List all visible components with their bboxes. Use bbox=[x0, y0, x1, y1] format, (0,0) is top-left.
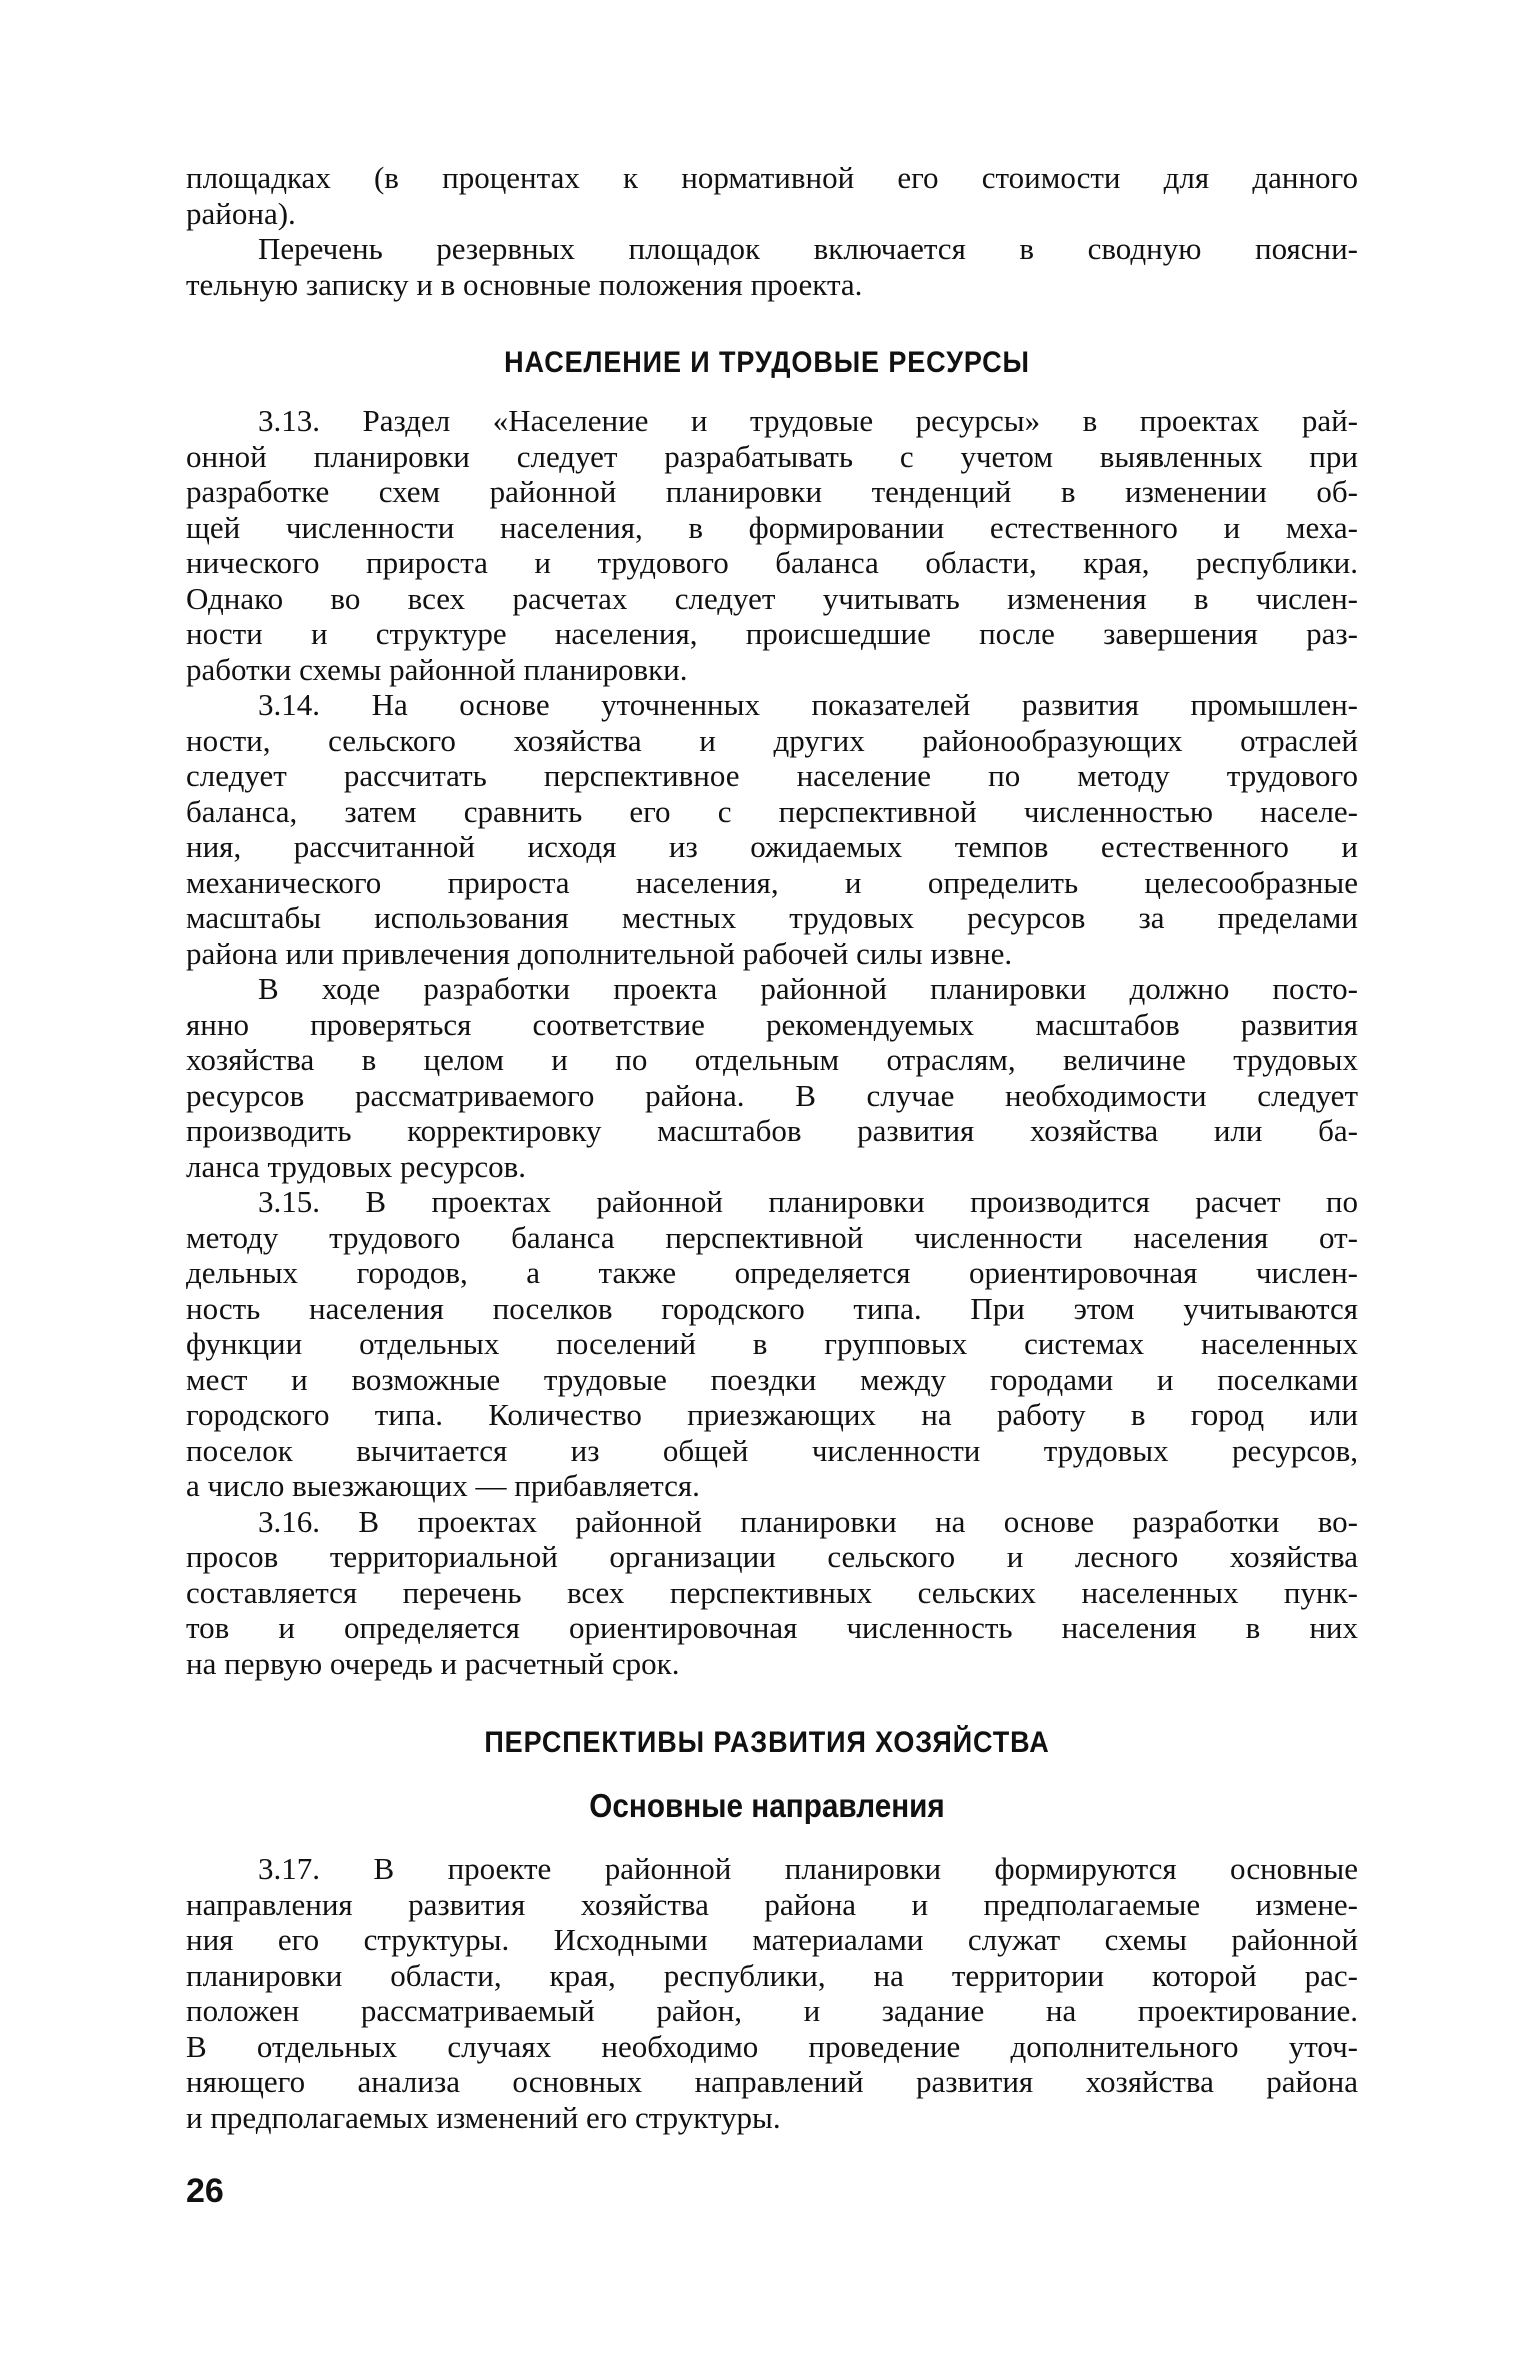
text-line: следует рассчитать перспективное население по методу трудового bbox=[186, 758, 1358, 793]
text-line: ния его структуры. Исходными материалами служат схемы районной bbox=[186, 1922, 1358, 1957]
text-line: механического прироста населения, и определить целесообразные bbox=[186, 864, 1358, 900]
text-line: городского типа. Количество приезжающих на работу в город или bbox=[186, 1397, 1358, 1432]
text-line: функции отдельных поселений в групповых системах населенных bbox=[186, 1326, 1358, 1361]
text-line: дельных городов, а также определяется ориентировочная числен- bbox=[186, 1255, 1358, 1290]
text-line: и предполагаемых изменений его структуры. bbox=[186, 2099, 781, 2135]
page-number: 26 bbox=[186, 2172, 224, 2210]
paragraph bbox=[186, 1851, 1358, 2135]
text-line: ния, рассчитанной исходя из ожидаемых темпов естественного и bbox=[186, 829, 1358, 864]
text-line: площадках (в процентах к нормативной его стоимости для данного bbox=[186, 160, 1358, 195]
paragraph bbox=[186, 687, 1358, 971]
text-line: 3.14. На основе уточненных показателей развития промышлен- bbox=[258, 687, 1358, 722]
text-line: просов территориальной организации сельского и лесного хозяйства bbox=[186, 1539, 1358, 1574]
text-line: производить корректировку масштабов развития хозяйства или ба- bbox=[186, 1113, 1358, 1148]
text-line: хозяйства в целом и по отдельным отраслям, величине трудовых bbox=[186, 1042, 1358, 1077]
intro-text-block bbox=[186, 160, 1358, 302]
text-line: янно проверяться соответствие рекомендуемых масштабов развития bbox=[186, 1006, 1358, 1042]
text-line: 3.16. В проектах районной планировки на основе разработки во- bbox=[258, 1503, 1358, 1539]
text-line: масштабы использования местных трудовых ресурсов за пределами bbox=[186, 900, 1358, 935]
text-line: онной планировки следует разрабатывать с учетом выявленных при bbox=[186, 438, 1358, 474]
text-line: на первую очередь и расчетный срок. bbox=[186, 1645, 680, 1681]
paragraph bbox=[186, 403, 1358, 687]
text-line: нического прироста и трудового баланса области, края, республики. bbox=[186, 545, 1358, 580]
text-line: района или привлечения дополнительной рабочей силы извне. bbox=[186, 935, 1013, 971]
text-line: щей численности населения, в формировании естественного и меха- bbox=[186, 509, 1358, 545]
text-line: няющего анализа основных направлений развития хозяйства района bbox=[186, 2064, 1358, 2099]
text-line: планировки области, края, республики, на территории которой рас- bbox=[186, 1957, 1358, 1993]
text-line: составляется перечень всех перспективных сельских населенных пунк- bbox=[186, 1574, 1358, 1610]
text-line: Однако во всех расчетах следует учитывать изменения в числен- bbox=[186, 580, 1358, 616]
paragraph bbox=[186, 971, 1358, 1184]
economy-text-block bbox=[186, 1851, 1358, 2135]
text-line: 3.13. Раздел «Население и трудовые ресурсы» в проектах рай- bbox=[258, 403, 1358, 438]
text-line: 3.15. В проектах районной планировки производится расчет по bbox=[258, 1184, 1358, 1219]
text-line: ности и структуре населения, происшедшие после завершения раз- bbox=[186, 616, 1358, 651]
text-line: Перечень резервных площадок включается в сводную поясни- bbox=[258, 231, 1358, 266]
text-line: ности, сельского хозяйства и других районообразующих отраслей bbox=[186, 722, 1358, 758]
text-line: разработке схем районной планировки тенденций в изменении об- bbox=[186, 474, 1358, 509]
text-line: мест и возможные трудовые поездки между городами и поселками bbox=[186, 1361, 1358, 1397]
text-line: В отдельных случаях необходимо проведение дополнительного уточ- bbox=[186, 2028, 1358, 2064]
text-line: тельную записку и в основные положения проекта. bbox=[186, 266, 863, 302]
text-line: поселок вычитается из общей численности трудовых ресурсов, bbox=[186, 1432, 1358, 1468]
text-line: ресурсов рассматриваемого района. В случае необходимости следует bbox=[186, 1077, 1358, 1113]
text-line: положен рассматриваемый район, и задание на проектирование. bbox=[186, 1993, 1358, 2028]
text-line: направления развития хозяйства района и предполагаемые измене- bbox=[186, 1886, 1358, 1922]
text-line: В ходе разработки проекта районной планировки должно посто- bbox=[258, 971, 1358, 1006]
subheading-directions: Основные направления bbox=[589, 1787, 945, 1824]
population-text-block bbox=[186, 403, 1358, 1681]
paragraph bbox=[186, 1184, 1358, 1504]
paragraph bbox=[186, 1504, 1358, 1682]
paragraph bbox=[186, 160, 1358, 231]
text-line: ланса трудовых ресурсов. bbox=[186, 1148, 527, 1184]
text-line: тов и определяется ориентировочная численность населения в них bbox=[186, 1610, 1358, 1645]
text-line: работки схемы районной планировки. bbox=[186, 651, 688, 687]
paragraph bbox=[186, 231, 1358, 302]
section-heading-population: НАСЕЛЕНИЕ И ТРУДОВЫЕ РЕСУРСЫ bbox=[504, 346, 1030, 379]
text-line: 3.17. В проекте районной планировки формируются основные bbox=[258, 1851, 1358, 1886]
text-line: баланса, затем сравнить его с перспективной численностью населе- bbox=[186, 793, 1358, 829]
text-line: а число выезжающих — прибавляется. bbox=[186, 1468, 700, 1503]
text-line: методу трудового баланса перспективной численности населения от- bbox=[186, 1219, 1358, 1255]
text-line: ность населения поселков городского типа. При этом учитываются bbox=[186, 1290, 1358, 1326]
section-heading-economy: ПЕРСПЕКТИВЫ РАЗВИТИЯ ХОЗЯЙСТВА bbox=[484, 1726, 1050, 1759]
text-line: района). bbox=[186, 195, 296, 231]
